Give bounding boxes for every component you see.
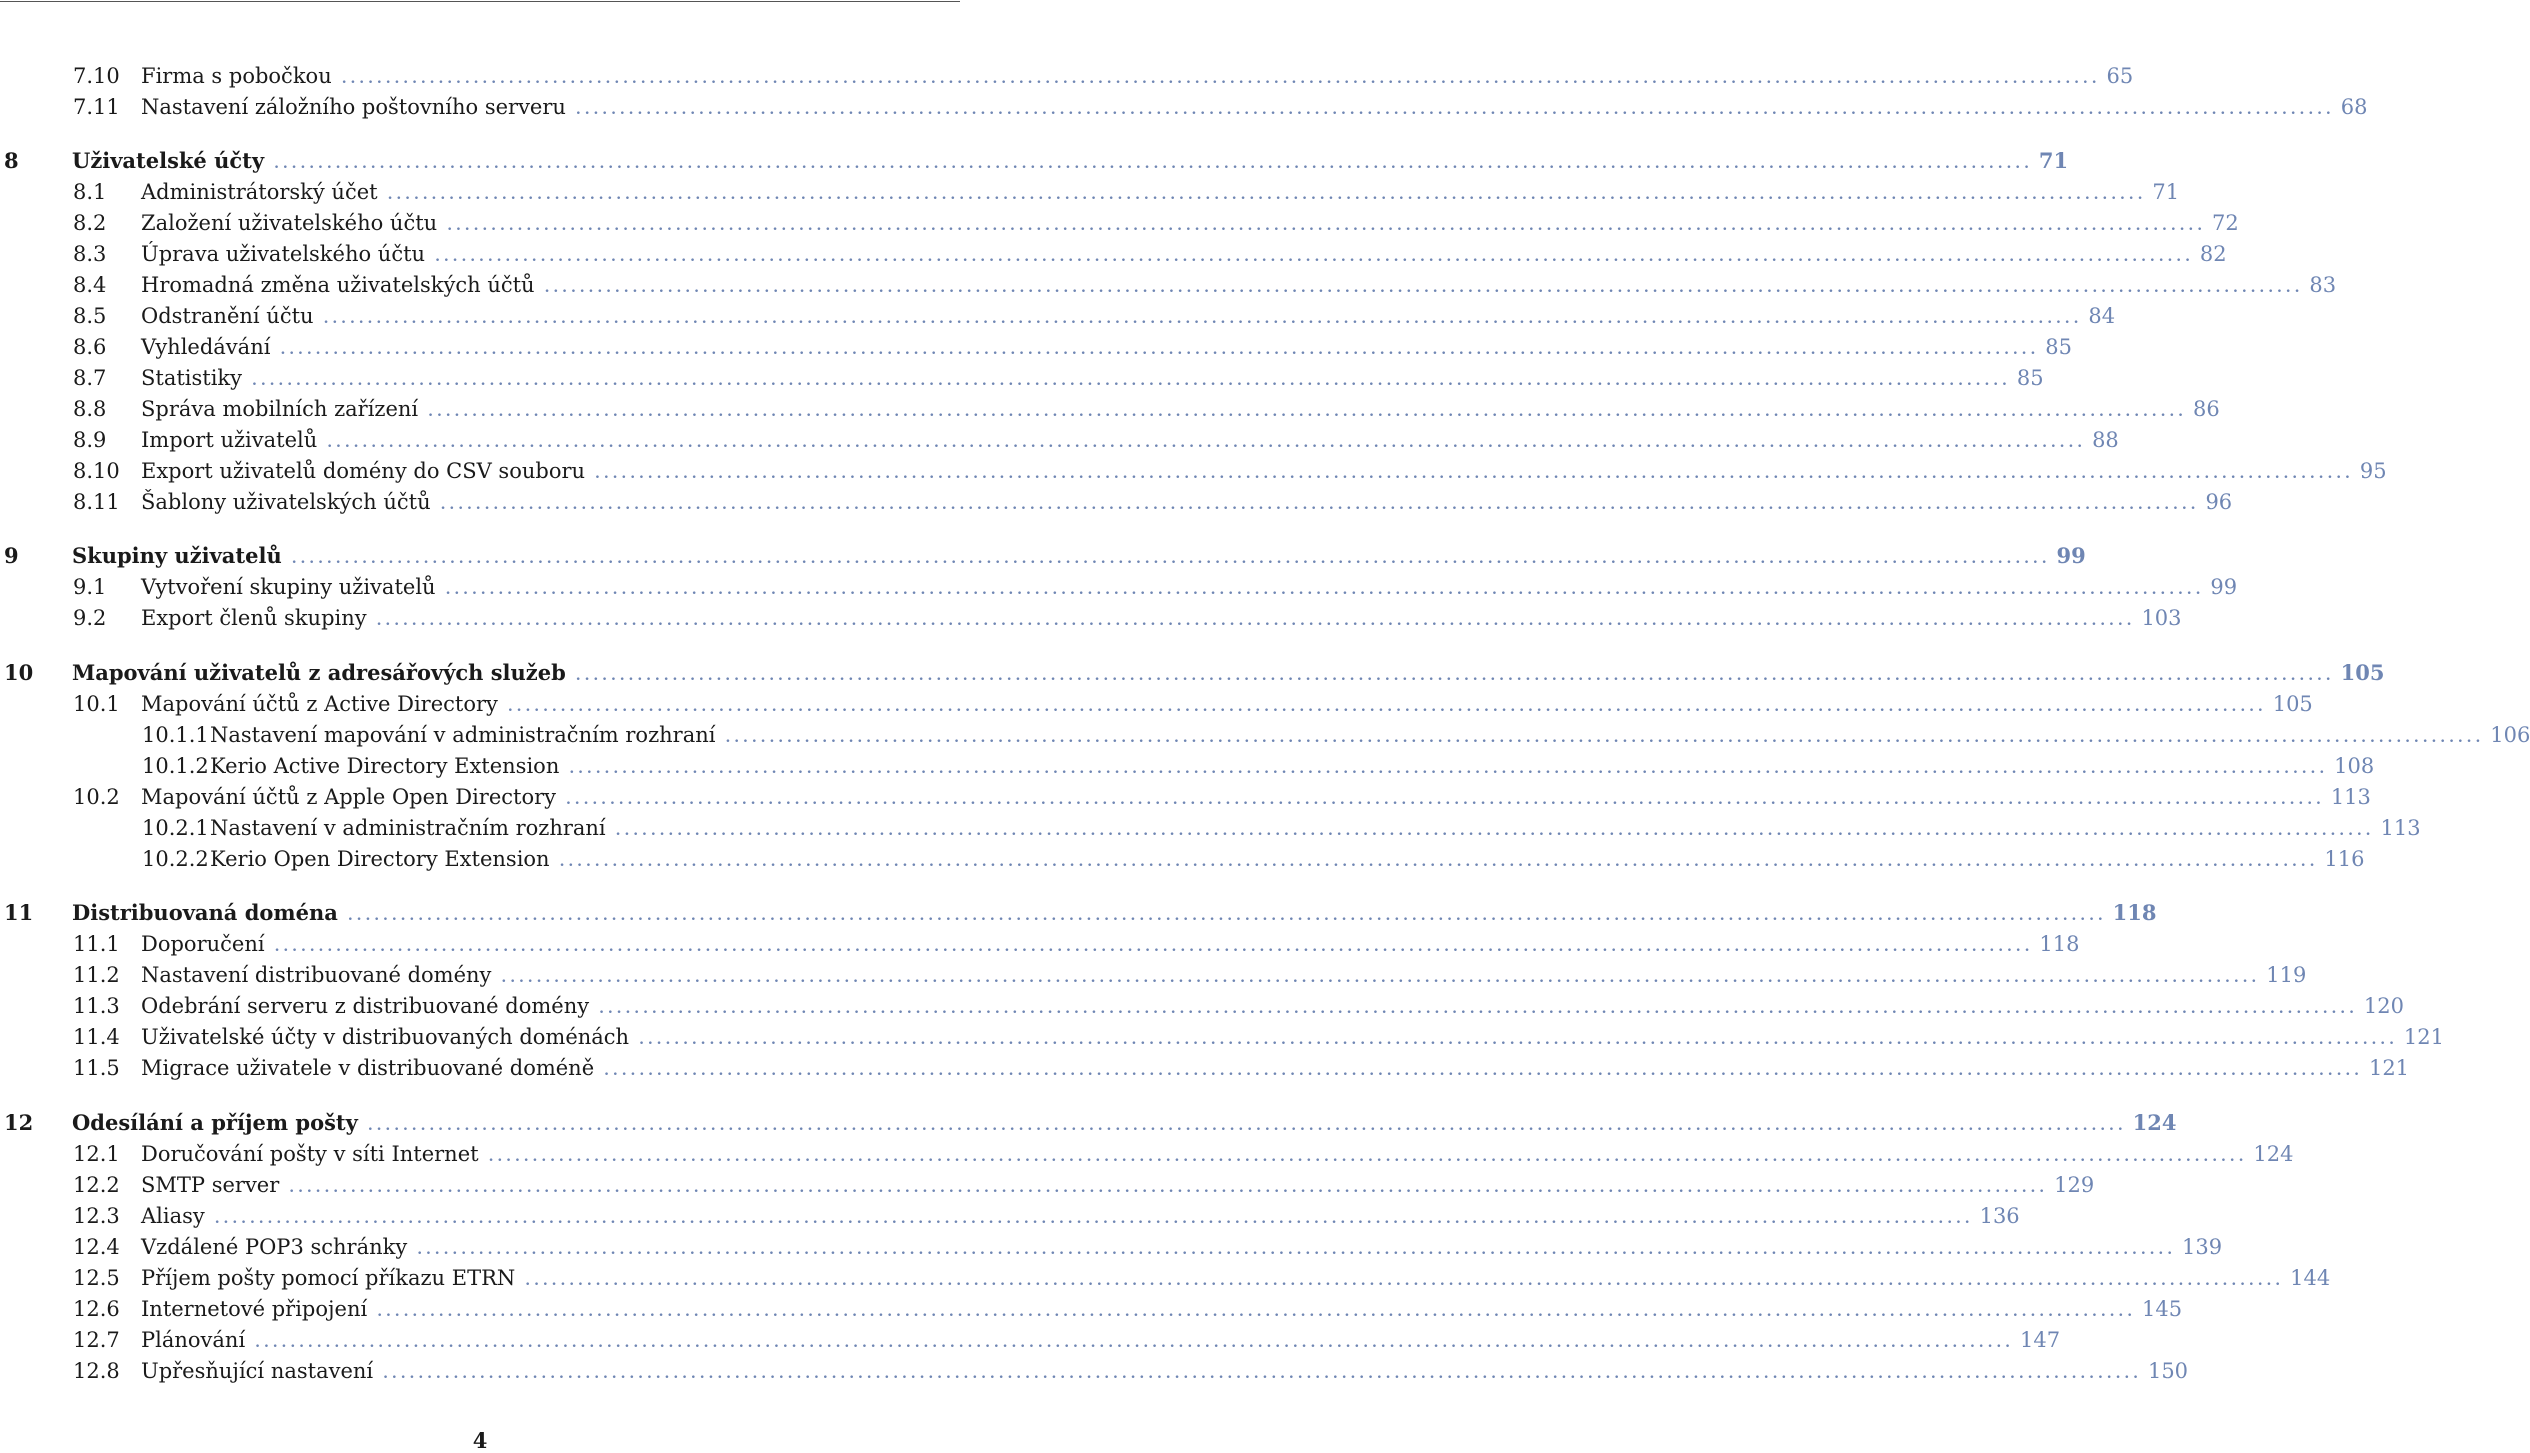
- toc-section-entry[interactable]: [73, 1357, 2189, 1385]
- dot-leader: ........................................................................................................................................................................................................: [615, 823, 2375, 839]
- entry-number: 10.2.1: [142, 816, 209, 840]
- entry-page-number: 120: [2363, 994, 2404, 1018]
- dot-leader: ........................................................................................................................................................................................................: [488, 1149, 2248, 1165]
- toc-section-entry[interactable]: [73, 961, 2307, 989]
- dot-leader: ........................................................................................................................................................................................................: [595, 466, 2354, 482]
- toc-section-entry[interactable]: [73, 426, 2119, 454]
- entry-title: Nastavení distribuované domény: [141, 963, 492, 987]
- toc-section-entry[interactable]: [73, 488, 2233, 516]
- dot-leader: ........................................................................................................................................................................................................: [274, 156, 2033, 172]
- toc-subsection-entry[interactable]: [142, 814, 2421, 842]
- entry-title: Uživatelské účty v distribuovaných doménách: [141, 1025, 630, 1049]
- toc-section-entry[interactable]: [73, 395, 2220, 423]
- dot-leader: ........................................................................................................................................................................................................: [507, 699, 2267, 715]
- toc-section-entry[interactable]: [73, 1023, 2444, 1051]
- dot-leader: ........................................................................................................................................................................................................: [639, 1032, 2398, 1048]
- dot-leader: ........................................................................................................................................................................................................: [327, 435, 2087, 451]
- entry-title: Správa mobilních zařízení: [141, 397, 419, 421]
- entry-title: Aliasy: [141, 1204, 205, 1228]
- entry-title: Administrátorský účet: [141, 180, 378, 204]
- toc-section-entry[interactable]: [73, 930, 2080, 958]
- entry-number: 12.5: [73, 1266, 120, 1290]
- entry-page-number: 106: [2490, 723, 2530, 747]
- toc-section-entry[interactable]: [73, 1326, 2061, 1354]
- entry-number: 11.2: [73, 963, 120, 987]
- toc-section-entry[interactable]: [73, 93, 2368, 121]
- entry-title: Doručování pošty v síti Internet: [141, 1142, 479, 1166]
- dot-leader: ........................................................................................................................................................................................................: [428, 404, 2187, 420]
- toc-section-entry[interactable]: [73, 302, 2116, 330]
- entry-page-number: 113: [2380, 816, 2421, 840]
- entry-title: Export uživatelů domény do CSV souboru: [141, 459, 586, 483]
- entry-title: Nastavení záložního poštovního serveru: [141, 95, 566, 119]
- toc-chapter-entry[interactable]: [4, 899, 2157, 927]
- entry-page-number: 105: [2272, 692, 2313, 716]
- dot-leader: ........................................................................................................................................................................................................: [252, 373, 2011, 389]
- toc-chapter-entry[interactable]: [4, 659, 2385, 687]
- dot-leader: ........................................................................................................................................................................................................: [367, 1118, 2127, 1134]
- toc-section-entry[interactable]: [73, 333, 2072, 361]
- toc-section-entry[interactable]: [73, 178, 2180, 206]
- entry-page-number: 118: [2112, 900, 2157, 925]
- dot-leader: ........................................................................................................................................................................................................: [387, 187, 2147, 203]
- entry-page-number: 71: [2152, 180, 2180, 204]
- entry-title: Nastavení v administračním rozhraní: [210, 816, 606, 840]
- dot-leader: ........................................................................................................................................................................................................: [323, 311, 2083, 327]
- toc-section-entry[interactable]: [73, 457, 2387, 485]
- entry-title: Firma s pobočkou: [141, 64, 332, 88]
- entry-number: 8.8: [73, 397, 107, 421]
- entry-page-number: 85: [2045, 335, 2072, 359]
- entry-page-number: 95: [2359, 459, 2387, 483]
- entry-number: 9.1: [73, 575, 107, 599]
- dot-leader: ........................................................................................................................................................................................................: [599, 1001, 2358, 1017]
- dot-leader: ........................................................................................................................................................................................................: [445, 582, 2205, 598]
- dot-leader: ........................................................................................................................................................................................................: [559, 854, 2319, 870]
- entry-page-number: 103: [2141, 606, 2182, 630]
- dot-leader: ........................................................................................................................................................................................................: [566, 792, 2325, 808]
- toc-chapter-entry[interactable]: [4, 147, 2069, 175]
- entry-page-number: 82: [2199, 242, 2227, 266]
- dot-leader: ........................................................................................................................................................................................................: [525, 1273, 2285, 1289]
- dot-leader: ........................................................................................................................................................................................................: [725, 730, 2485, 746]
- entry-number: 9.2: [73, 606, 107, 630]
- entry-page-number: 124: [2253, 1142, 2294, 1166]
- entry-number: 8.7: [73, 366, 107, 390]
- toc-section-entry[interactable]: [73, 783, 2371, 811]
- entry-page-number: 139: [2182, 1235, 2223, 1259]
- entry-title: Doporučení: [141, 932, 265, 956]
- entry-number: 9: [4, 543, 19, 568]
- dot-leader: ........................................................................................................................................................................................................: [604, 1063, 2363, 1079]
- entry-number: 8.10: [73, 459, 120, 483]
- entry-title: Internetové připojení: [141, 1297, 368, 1321]
- entry-page-number: 86: [2192, 397, 2220, 421]
- entry-number: 12.4: [73, 1235, 120, 1259]
- dot-leader: ........................................................................................................................................................................................................: [435, 249, 2194, 265]
- entry-page-number: 99: [2056, 543, 2086, 568]
- entry-title: Mapování účtů z Active Directory: [141, 692, 498, 716]
- entry-number: 11.1: [73, 932, 120, 956]
- entry-page-number: 68: [2340, 95, 2368, 119]
- entry-page-number: 144: [2290, 1266, 2331, 1290]
- entry-title: Vzdálené POP3 schránky: [141, 1235, 408, 1259]
- entry-title: Založení uživatelského účtu: [141, 211, 438, 235]
- dot-leader: ........................................................................................................................................................................................................: [376, 613, 2136, 629]
- entry-title: Upřesňující nastavení: [141, 1359, 374, 1383]
- dot-leader: ........................................................................................................................................................................................................: [501, 970, 2261, 986]
- entry-title: Statistiky: [141, 366, 243, 390]
- entry-page-number: 129: [2054, 1173, 2095, 1197]
- entry-number: 12: [4, 1110, 34, 1135]
- dot-leader: ........................................................................................................................................................................................................: [575, 668, 2335, 684]
- dot-leader: ........................................................................................................................................................................................................: [440, 497, 2200, 513]
- dot-leader: ........................................................................................................................................................................................................: [383, 1366, 2142, 1382]
- dot-leader: ........................................................................................................................................................................................................: [347, 908, 2107, 924]
- entry-page-number: 85: [2016, 366, 2044, 390]
- entry-title: Vyhledávání: [141, 335, 271, 359]
- entry-number: 8: [4, 148, 19, 173]
- entry-page-number: 105: [2340, 660, 2385, 685]
- entry-title: Šablony uživatelských účtů: [141, 490, 431, 514]
- entry-page-number: 116: [2324, 847, 2365, 871]
- entry-title: Vytvoření skupiny uživatelů: [141, 575, 436, 599]
- entry-number: 8.2: [73, 211, 107, 235]
- entry-title: Příjem pošty pomocí příkazu ETRN: [141, 1266, 516, 1290]
- entry-page-number: 124: [2132, 1110, 2177, 1135]
- toc-section-entry[interactable]: [73, 604, 2182, 632]
- entry-number: 12.1: [73, 1142, 120, 1166]
- entry-page-number: 113: [2330, 785, 2371, 809]
- toc-section-entry[interactable]: [73, 240, 2227, 268]
- entry-page-number: 150: [2147, 1359, 2189, 1383]
- toc-section-entry[interactable]: [73, 364, 2044, 392]
- entry-title: Plánování: [141, 1328, 246, 1352]
- toc-section-entry[interactable]: [73, 573, 2238, 601]
- entry-title: Export členů skupiny: [141, 606, 367, 630]
- dot-leader: ........................................................................................................................................................................................................: [341, 71, 2101, 87]
- entry-number: 8.11: [73, 490, 120, 514]
- entry-page-number: 121: [2368, 1056, 2410, 1080]
- entry-number: 8.4: [73, 273, 107, 297]
- toc-section-entry[interactable]: [73, 271, 2337, 299]
- dot-leader: ........................................................................................................................................................................................................: [544, 280, 2304, 296]
- entry-page-number: 147: [2019, 1328, 2061, 1352]
- toc-subsection-entry[interactable]: [142, 721, 2530, 749]
- entry-page-number: 145: [2142, 1297, 2183, 1321]
- dot-leader: ........................................................................................................................................................................................................: [569, 761, 2329, 777]
- dot-leader: ........................................................................................................................................................................................................: [291, 551, 2051, 567]
- entry-page-number: 88: [2092, 428, 2119, 452]
- dot-leader: ........................................................................................................................................................................................................: [447, 218, 2206, 234]
- entry-number: 12.8: [73, 1359, 120, 1383]
- entry-title: Import uživatelů: [141, 428, 318, 452]
- entry-title: Hromadná změna uživatelských účtů: [141, 273, 535, 297]
- toc-section-entry[interactable]: [73, 1264, 2331, 1292]
- toc-section-entry[interactable]: [73, 1295, 2183, 1323]
- top-rule: [0, 1, 960, 2]
- entry-page-number: 119: [2266, 963, 2307, 987]
- entry-title: Migrace uživatele v distribuované doméně: [141, 1056, 595, 1080]
- entry-title: Odstranění účtu: [141, 304, 314, 328]
- entry-number: 11.3: [73, 994, 120, 1018]
- entry-number: 10.1: [73, 692, 120, 716]
- page-number: 4: [472, 1428, 488, 1453]
- toc-section-entry[interactable]: [73, 1233, 2223, 1261]
- entry-number: 11.5: [73, 1056, 120, 1080]
- entry-number: 8.5: [73, 304, 107, 328]
- entry-page-number: 72: [2212, 211, 2239, 235]
- toc-section-entry[interactable]: [73, 690, 2313, 718]
- entry-title: Kerio Active Directory Extension: [210, 754, 560, 778]
- entry-number: 7.11: [73, 95, 120, 119]
- entry-number: 12.7: [73, 1328, 120, 1352]
- entry-page-number: 136: [1979, 1204, 2020, 1228]
- entry-number: 8.1: [73, 180, 107, 204]
- dot-leader: ........................................................................................................................................................................................................: [377, 1304, 2137, 1320]
- entry-title: Skupiny uživatelů: [72, 543, 282, 568]
- entry-number: 10.2: [73, 785, 120, 809]
- entry-number: 8.3: [73, 242, 107, 266]
- entry-title: Kerio Open Directory Extension: [210, 847, 550, 871]
- dot-leader: ........................................................................................................................................................................................................: [417, 1242, 2177, 1258]
- dot-leader: ........................................................................................................................................................................................................: [274, 939, 2034, 955]
- toc-section-entry[interactable]: [73, 1140, 2294, 1168]
- entry-number: 12.6: [73, 1297, 120, 1321]
- entry-page-number: 84: [2088, 304, 2116, 328]
- entry-page-number: 65: [2106, 64, 2134, 88]
- entry-title: SMTP server: [141, 1173, 280, 1197]
- entry-number: 7.10: [73, 64, 120, 88]
- toc-section-entry[interactable]: [73, 992, 2404, 1020]
- entry-title: Úprava uživatelského účtu: [141, 242, 426, 266]
- entry-title: Mapování uživatelů z adresářových služeb: [72, 660, 566, 685]
- toc-section-entry[interactable]: [73, 1202, 2020, 1230]
- toc-section-entry[interactable]: [73, 1054, 2410, 1082]
- toc-section-entry[interactable]: [73, 62, 2134, 90]
- entry-number: 11.4: [73, 1025, 120, 1049]
- dot-leader: ........................................................................................................................................................................................................: [280, 342, 2040, 358]
- toc-subsection-entry[interactable]: [142, 845, 2365, 873]
- toc-chapter-entry[interactable]: [4, 542, 2086, 570]
- entry-page-number: 96: [2205, 490, 2233, 514]
- entry-title: Nastavení mapování v administračním rozhraní: [210, 723, 716, 747]
- entry-title: Uživatelské účty: [72, 148, 265, 173]
- entry-number: 10.1.1: [142, 723, 209, 747]
- toc-subsection-entry[interactable]: [142, 752, 2375, 780]
- entry-page-number: 71: [2038, 148, 2069, 173]
- entry-number: 10: [4, 660, 34, 685]
- dot-leader: ........................................................................................................................................................................................................: [575, 102, 2335, 118]
- entry-title: Mapování účtů z Apple Open Directory: [141, 785, 556, 809]
- entry-title: Odesílání a příjem pošty: [72, 1110, 358, 1135]
- entry-number: 8.9: [73, 428, 107, 452]
- entry-number: 12.2: [73, 1173, 120, 1197]
- dot-leader: ........................................................................................................................................................................................................: [214, 1211, 1974, 1227]
- entry-page-number: 99: [2210, 575, 2238, 599]
- entry-page-number: 121: [2403, 1025, 2444, 1049]
- entry-page-number: 108: [2334, 754, 2375, 778]
- entry-title: Distribuovaná doména: [72, 900, 338, 925]
- toc-section-entry[interactable]: [73, 209, 2239, 237]
- entry-number: 10.2.2: [142, 847, 209, 871]
- entry-number: 12.3: [73, 1204, 120, 1228]
- entry-number: 8.6: [73, 335, 107, 359]
- entry-number: 10.1.2: [142, 754, 209, 778]
- entry-page-number: 118: [2039, 932, 2080, 956]
- entry-title: Odebrání serveru z distribuované domény: [141, 994, 590, 1018]
- dot-leader: ........................................................................................................................................................................................................: [255, 1335, 2014, 1351]
- toc-section-entry[interactable]: [73, 1171, 2095, 1199]
- dot-leader: ........................................................................................................................................................................................................: [289, 1180, 2049, 1196]
- entry-number: 11: [4, 900, 34, 925]
- entry-page-number: 83: [2309, 273, 2337, 297]
- toc-chapter-entry[interactable]: [4, 1109, 2177, 1137]
